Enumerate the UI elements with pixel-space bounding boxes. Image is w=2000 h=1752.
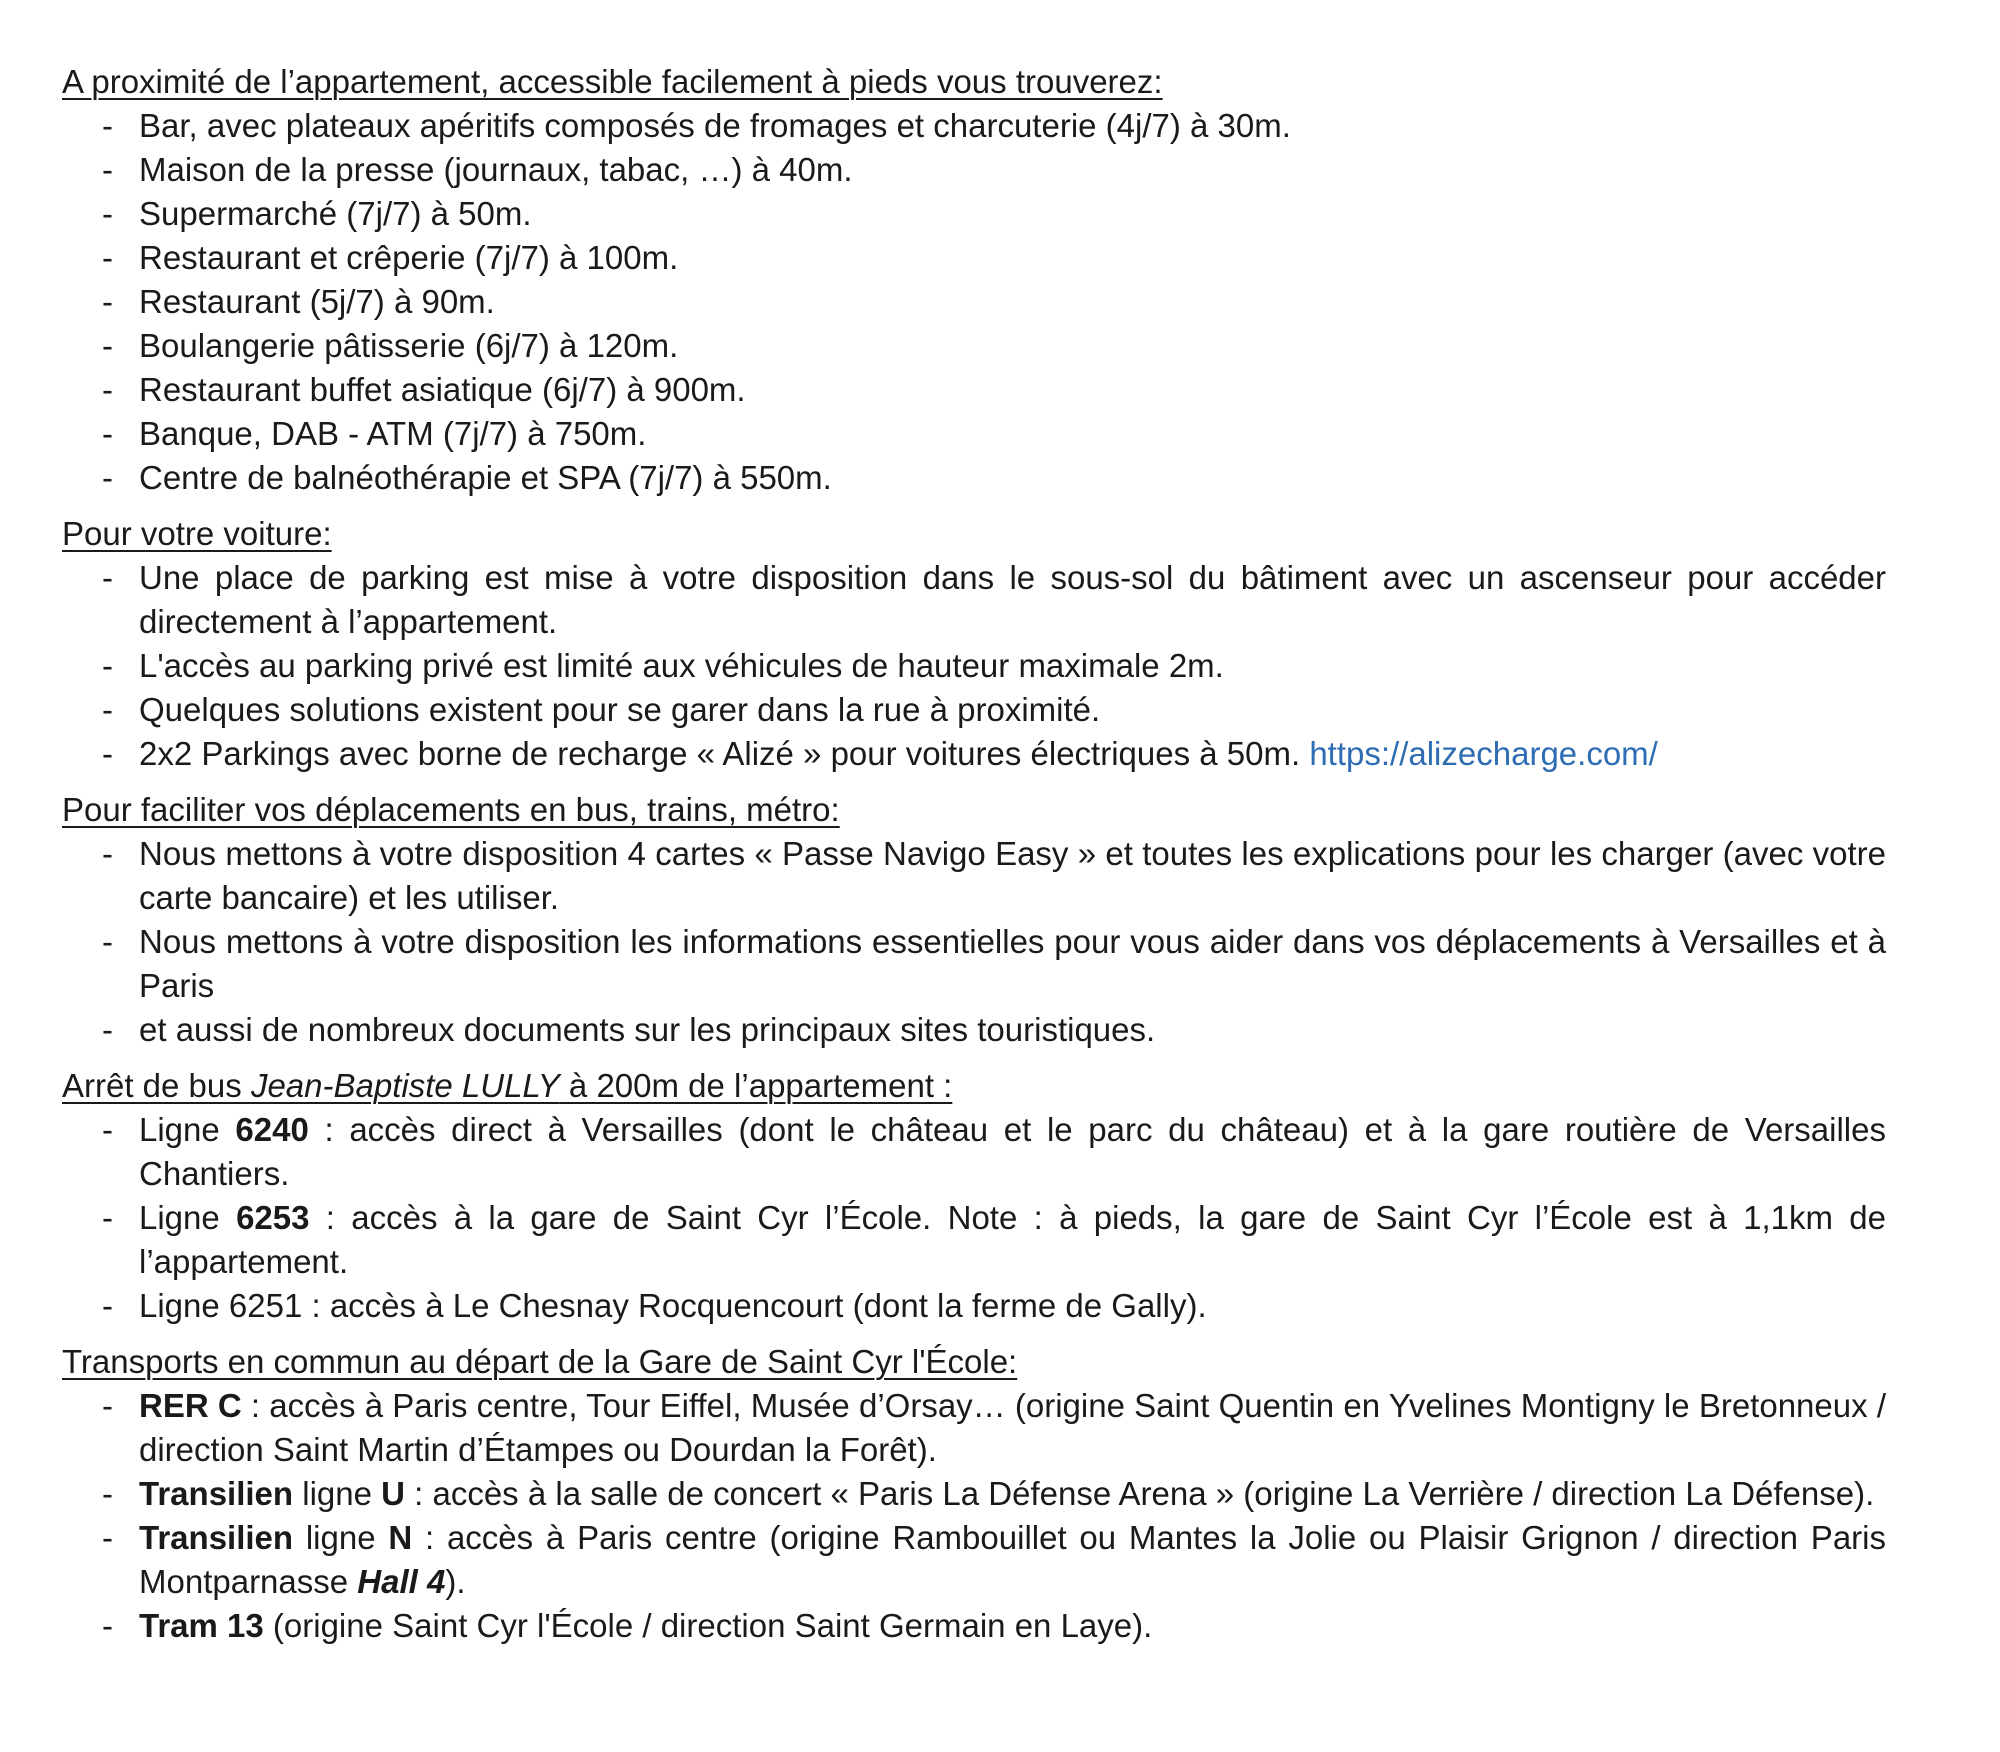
list-item: - Banque, DAB - ATM (7j/7) à 750m. [102, 415, 647, 452]
list-item: - Bar, avec plateaux apéritifs composés de fromages et charcuterie (4j/7) à 30m. [102, 107, 1291, 144]
station-list [62, 1384, 1886, 1648]
list-item: - Restaurant (5j/7) à 90m. [102, 283, 495, 320]
list-item: - RER C : accès à Paris centre, Tour Eiffel, Musée d’Orsay… (origine Saint Quentin en Yvelines Montigny le Bretonneux / direction Saint Martin d’Étampes ou Dourdan la Forêt). [102, 1387, 1886, 1468]
bus-list [62, 1108, 1886, 1328]
list-item: - Ligne 6240 : accès direct à Versailles (dont le château et le parc du château) et à la gare routière de Versailles Chantiers. [102, 1111, 1886, 1192]
list-item: - Restaurant buffet asiatique (6j/7) à 900m. [102, 371, 746, 408]
list-item: - L'accès au parking privé est limité aux véhicules de hauteur maximale 2m. [102, 647, 1224, 684]
hall-label: Hall 4 [357, 1563, 446, 1600]
transilien-line-letter: U [381, 1475, 405, 1512]
car-list [62, 556, 1886, 776]
rer-name: RER C [139, 1387, 242, 1424]
transport-list [62, 832, 1886, 1052]
bus-line-number: 6240 [235, 1111, 309, 1148]
list-item: - Tram 13 (origine Saint Cyr l'École / direction Saint Germain en Laye). [102, 1607, 1153, 1644]
list-item: - Quelques solutions existent pour se garer dans la rue à proximité. [102, 691, 1101, 728]
list-item: - Une place de parking est mise à votre disposition dans le sous-sol du bâtiment avec un ascenseur pour accéder directement à l’appartement. [102, 559, 1886, 640]
list-item: - Boulangerie pâtisserie (6j/7) à 120m. [102, 327, 679, 364]
list-item: - Ligne 6253 : accès à la gare de Saint Cyr l’École. Note : à pieds, la gare de Saint Cyr l’École est à 1,1km de l’appartement. [102, 1199, 1886, 1280]
section-title-nearby: A proximité de l’appartement, accessible facilement à pieds vous trouverez: [62, 63, 1163, 100]
transilien-line-letter: N [388, 1519, 413, 1556]
list-item: - Transilien ligne U : accès à la salle de concert « Paris La Défense Arena » (origine La Verrière / direction La Défense). [102, 1475, 1875, 1512]
list-item: - Supermarché (7j/7) à 50m. [102, 195, 532, 232]
bus-line-number: 6253 [236, 1199, 310, 1236]
section-title-car: Pour votre voiture: [62, 515, 332, 552]
document-content [62, 60, 1886, 1660]
section-title-bus: Arrêt de bus Jean-Baptiste LULLY à 200m de l’appartement : [62, 1067, 953, 1104]
list-item: - Restaurant et crêperie (7j/7) à 100m. [102, 239, 679, 276]
list-item: - et aussi de nombreux documents sur les principaux sites touristiques. [102, 1011, 1156, 1048]
bus-stop-name: Jean-Baptiste LULLY [250, 1067, 560, 1104]
alizecharge-link[interactable]: https://alizecharge.com/ [1309, 735, 1658, 772]
list-item: - Nous mettons à votre disposition 4 cartes « Passe Navigo Easy » et toutes les explications pour les charger (avec votre carte bancaire) et les utiliser. [102, 835, 1886, 916]
list-item: - Maison de la presse (journaux, tabac, …) à 40m. [102, 151, 853, 188]
list-item: - 2x2 Parkings avec borne de recharge « Alizé » pour voitures électriques à 50m. https://alizecharge.com/ [102, 735, 1658, 772]
list-item: - Centre de balnéothérapie et SPA (7j/7) à 550m. [102, 459, 832, 496]
list-item: - Ligne 6251 : accès à Le Chesnay Rocquencourt (dont la ferme de Gally). [102, 1287, 1207, 1324]
transilien-name: Transilien [139, 1519, 294, 1556]
list-item: - Transilien ligne N : accès à Paris centre (origine Rambouillet ou Mantes la Jolie ou Plaisir Grignon / direction Paris Montparnasse Hall 4). [102, 1519, 1886, 1600]
list-item: - Nous mettons à votre disposition les informations essentielles pour vous aider dans vos déplacements à Versailles et à Paris [102, 923, 1886, 1004]
nearby-list [62, 104, 1886, 500]
section-title-station: Transports en commun au départ de la Gare de Saint Cyr l'École: [62, 1343, 1018, 1380]
transilien-name: Transilien [139, 1475, 294, 1512]
tram-name: Tram 13 [139, 1607, 264, 1644]
section-title-transport: Pour faciliter vos déplacements en bus, trains, métro: [62, 791, 840, 828]
